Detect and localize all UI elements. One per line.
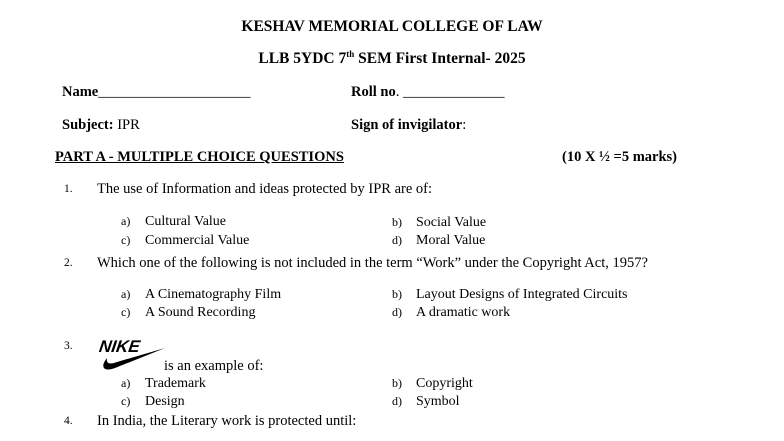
section-title: PART A - MULTIPLE CHOICE QUESTIONS <box>55 149 344 165</box>
name-blank: _____________________ <box>98 84 251 100</box>
roll-field <box>351 84 504 101</box>
question-text: The use of Information and ideas protected by IPR are of: <box>97 181 433 197</box>
option: a) A Cinematography Film <box>121 287 282 302</box>
sign-label: Sign of invigilator <box>351 117 463 133</box>
exam-title: LLB 5YDC 7th SEM First Internal- 2025 <box>258 49 526 68</box>
option: d) A dramatic work <box>392 305 511 320</box>
option: d) Symbol <box>392 394 460 409</box>
option: b) Social Value <box>392 215 487 230</box>
option: b) Copyright <box>392 376 473 391</box>
option: c) Commercial Value <box>121 233 250 248</box>
question-text: is an example of: <box>164 358 264 374</box>
name-field <box>62 84 251 101</box>
section-marks: (10 X ½ =5 marks) <box>562 149 677 165</box>
option: c) A Sound Recording <box>121 305 256 320</box>
college-name: KESHAV MEMORIAL COLLEGE OF LAW <box>241 18 543 35</box>
question-number: 1. <box>64 183 73 195</box>
sign-field <box>351 117 466 134</box>
subject-value: IPR <box>113 117 140 133</box>
exam-title-superscript: th <box>346 49 355 59</box>
roll-label: Roll no <box>351 84 396 100</box>
option: c) Design <box>121 394 185 409</box>
option: b) Layout Designs of Integrated Circuits <box>392 287 628 302</box>
question-number: 2. <box>64 257 73 269</box>
subject-field <box>62 117 140 134</box>
option: d) Moral Value <box>392 233 486 248</box>
question-number: 3. <box>64 340 73 352</box>
roll-blank: . ______________ <box>395 84 505 100</box>
nike-logo-icon <box>97 334 167 374</box>
subject-label: Subject: <box>62 117 114 133</box>
question-text: In India, the Literary work is protected until: <box>97 413 357 429</box>
question-text: Which one of the following is not included in the term “Work” under the Copyright Act, 1957? <box>97 255 648 271</box>
nike-logo-text: NIKE <box>97 337 142 356</box>
option: a) Trademark <box>121 376 206 391</box>
question-number: 4. <box>64 415 73 427</box>
sign-colon: : <box>462 117 467 133</box>
name-label: Name <box>62 84 99 100</box>
option: a) Cultural Value <box>121 214 227 229</box>
